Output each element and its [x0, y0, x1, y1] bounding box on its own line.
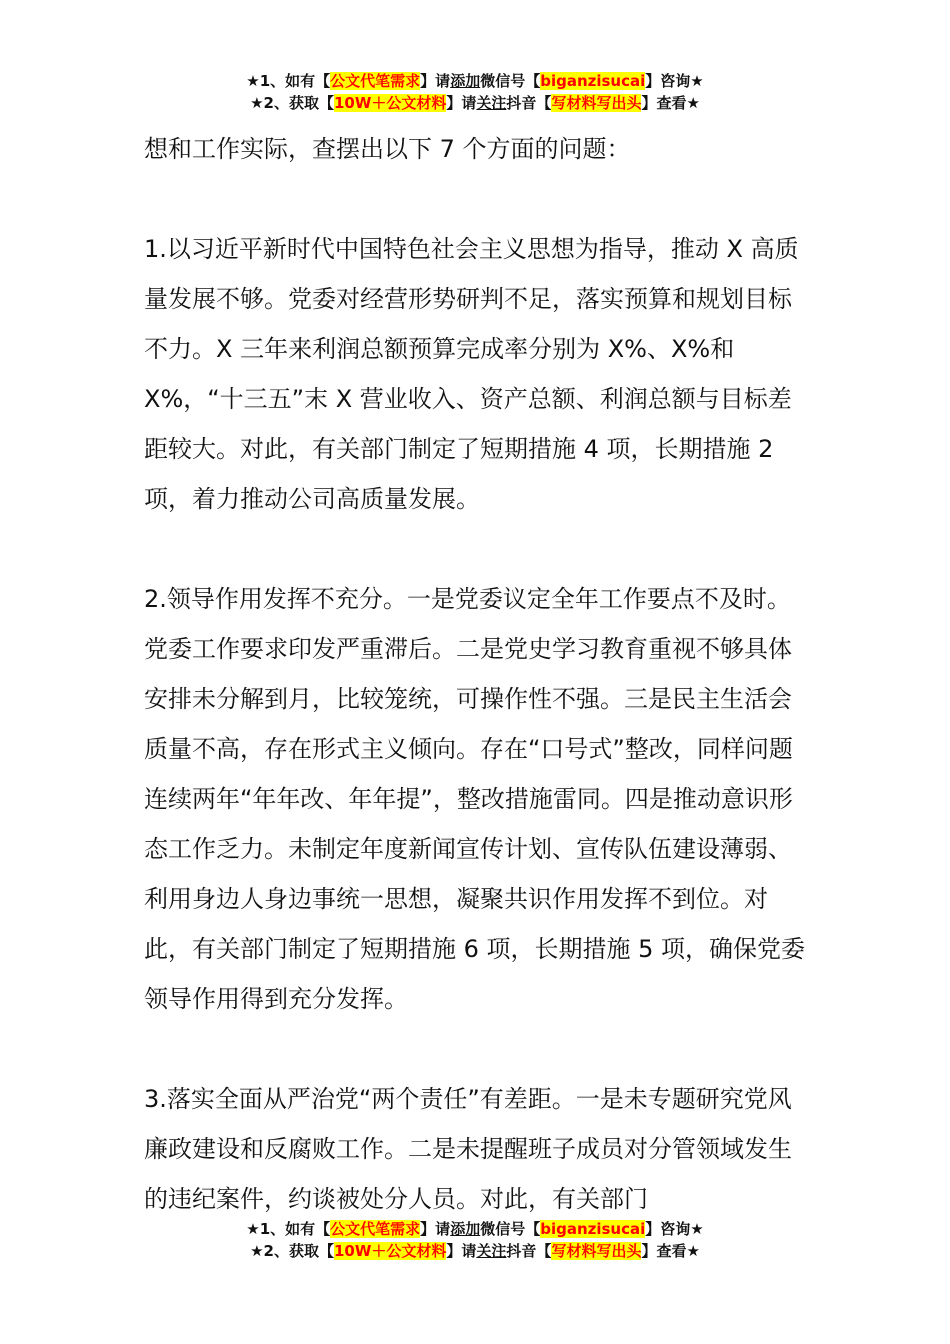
banner-highlight: 公文代笔需求: [330, 1220, 421, 1238]
banner-text: ★1、如有【: [246, 1220, 331, 1238]
banner-line-2: [0, 1240, 950, 1262]
banner-line-1: [0, 1218, 950, 1240]
banner-wechat-id: biganzisucai: [540, 72, 646, 90]
banner-text: 微信号【: [480, 72, 541, 90]
banner-text: ★1、如有【: [246, 72, 331, 90]
banner-underlined: 关注: [476, 1242, 507, 1260]
banner-text: 】咨询★: [645, 1220, 704, 1238]
banner-douyin-id: 写材料写出头: [551, 1242, 642, 1260]
paragraph-gap: [144, 174, 814, 224]
banner-text: 】查看★: [641, 1242, 700, 1260]
banner-text: 】查看★: [641, 94, 700, 112]
paragraph-gap: [144, 1024, 814, 1074]
banner-text: 抖音【: [506, 94, 552, 112]
banner-underlined: 添加: [450, 72, 481, 90]
banner-text: 】请: [420, 1220, 451, 1238]
banner-text: 微信号【: [480, 1220, 541, 1238]
banner-underlined: 添加: [450, 1220, 481, 1238]
banner-line-2: [0, 92, 950, 114]
banner-text: 】请: [446, 94, 477, 112]
header-banner: [0, 70, 950, 114]
banner-text: ★2、获取【: [250, 1242, 334, 1260]
footer-banner: [0, 1218, 950, 1262]
banner-text: 抖音【: [506, 1242, 552, 1260]
banner-highlight: 10W＋公文材料: [333, 1242, 447, 1260]
banner-text: 】请: [446, 1242, 477, 1260]
paragraph-item-2: 2.领导作用发挥不充分。一是党委议定全年工作要点不及时。党委工作要求印发严重滞后。二是党史学习教育重视不够具体安排未分解到月，比较笼统，可操作性不强。三是民主生活会质量不高，存在形式主义倾向。存在“口号式”整改，同样问题连续两年“年年改、年年提”，整改措施雷同。四是推动意识形态工作乏力。未制定年度新闻宣传计划、宣传队伍建设薄弱、利用身边人身边事统一思想，凝聚共识作用发挥不到位。对此，有关部门制定了短期措施 6 项，长期措施 5 项，确保党委领导作用得到充分发挥。: [144, 585, 806, 1013]
paragraph-item-3: 3.落实全面从严治党“两个责任”有差距。一是未专题研究党风廉政建设和反腐败工作。二是未提醒班子成员对分管领域发生的违纪案件，约谈被处分人员。对此，有关部门: [144, 1085, 792, 1213]
banner-highlight: 公文代笔需求: [330, 72, 421, 90]
paragraph-intro-tail: 想和工作实际，查摆出以下 7 个方面的问题：: [144, 135, 631, 163]
banner-wechat-id: biganzisucai: [540, 1220, 646, 1238]
paragraph-item-1: 1.以习近平新时代中国特色社会主义思想为指导，推动 X 高质量发展不够。党委对经营形势研判不足，落实预算和规划目标不力。X 三年来利润总额预算完成率分别为 X%、X%和 X%，“十三五”末 X 营业收入、资产总额、利润总额与目标差距较大。对此，有关部门制定了短期措施 4 项，长期措施 2 项，着力推动公司高质量发展。: [144, 235, 799, 513]
paragraph-gap: [144, 524, 814, 574]
banner-douyin-id: 写材料写出头: [551, 94, 642, 112]
banner-underlined: 关注: [476, 94, 507, 112]
banner-text: 】请: [420, 72, 451, 90]
banner-highlight: 10W＋公文材料: [333, 94, 447, 112]
banner-text: ★2、获取【: [250, 94, 334, 112]
banner-line-1: [0, 70, 950, 92]
banner-text: 】咨询★: [645, 72, 704, 90]
document-body: [144, 124, 814, 1224]
